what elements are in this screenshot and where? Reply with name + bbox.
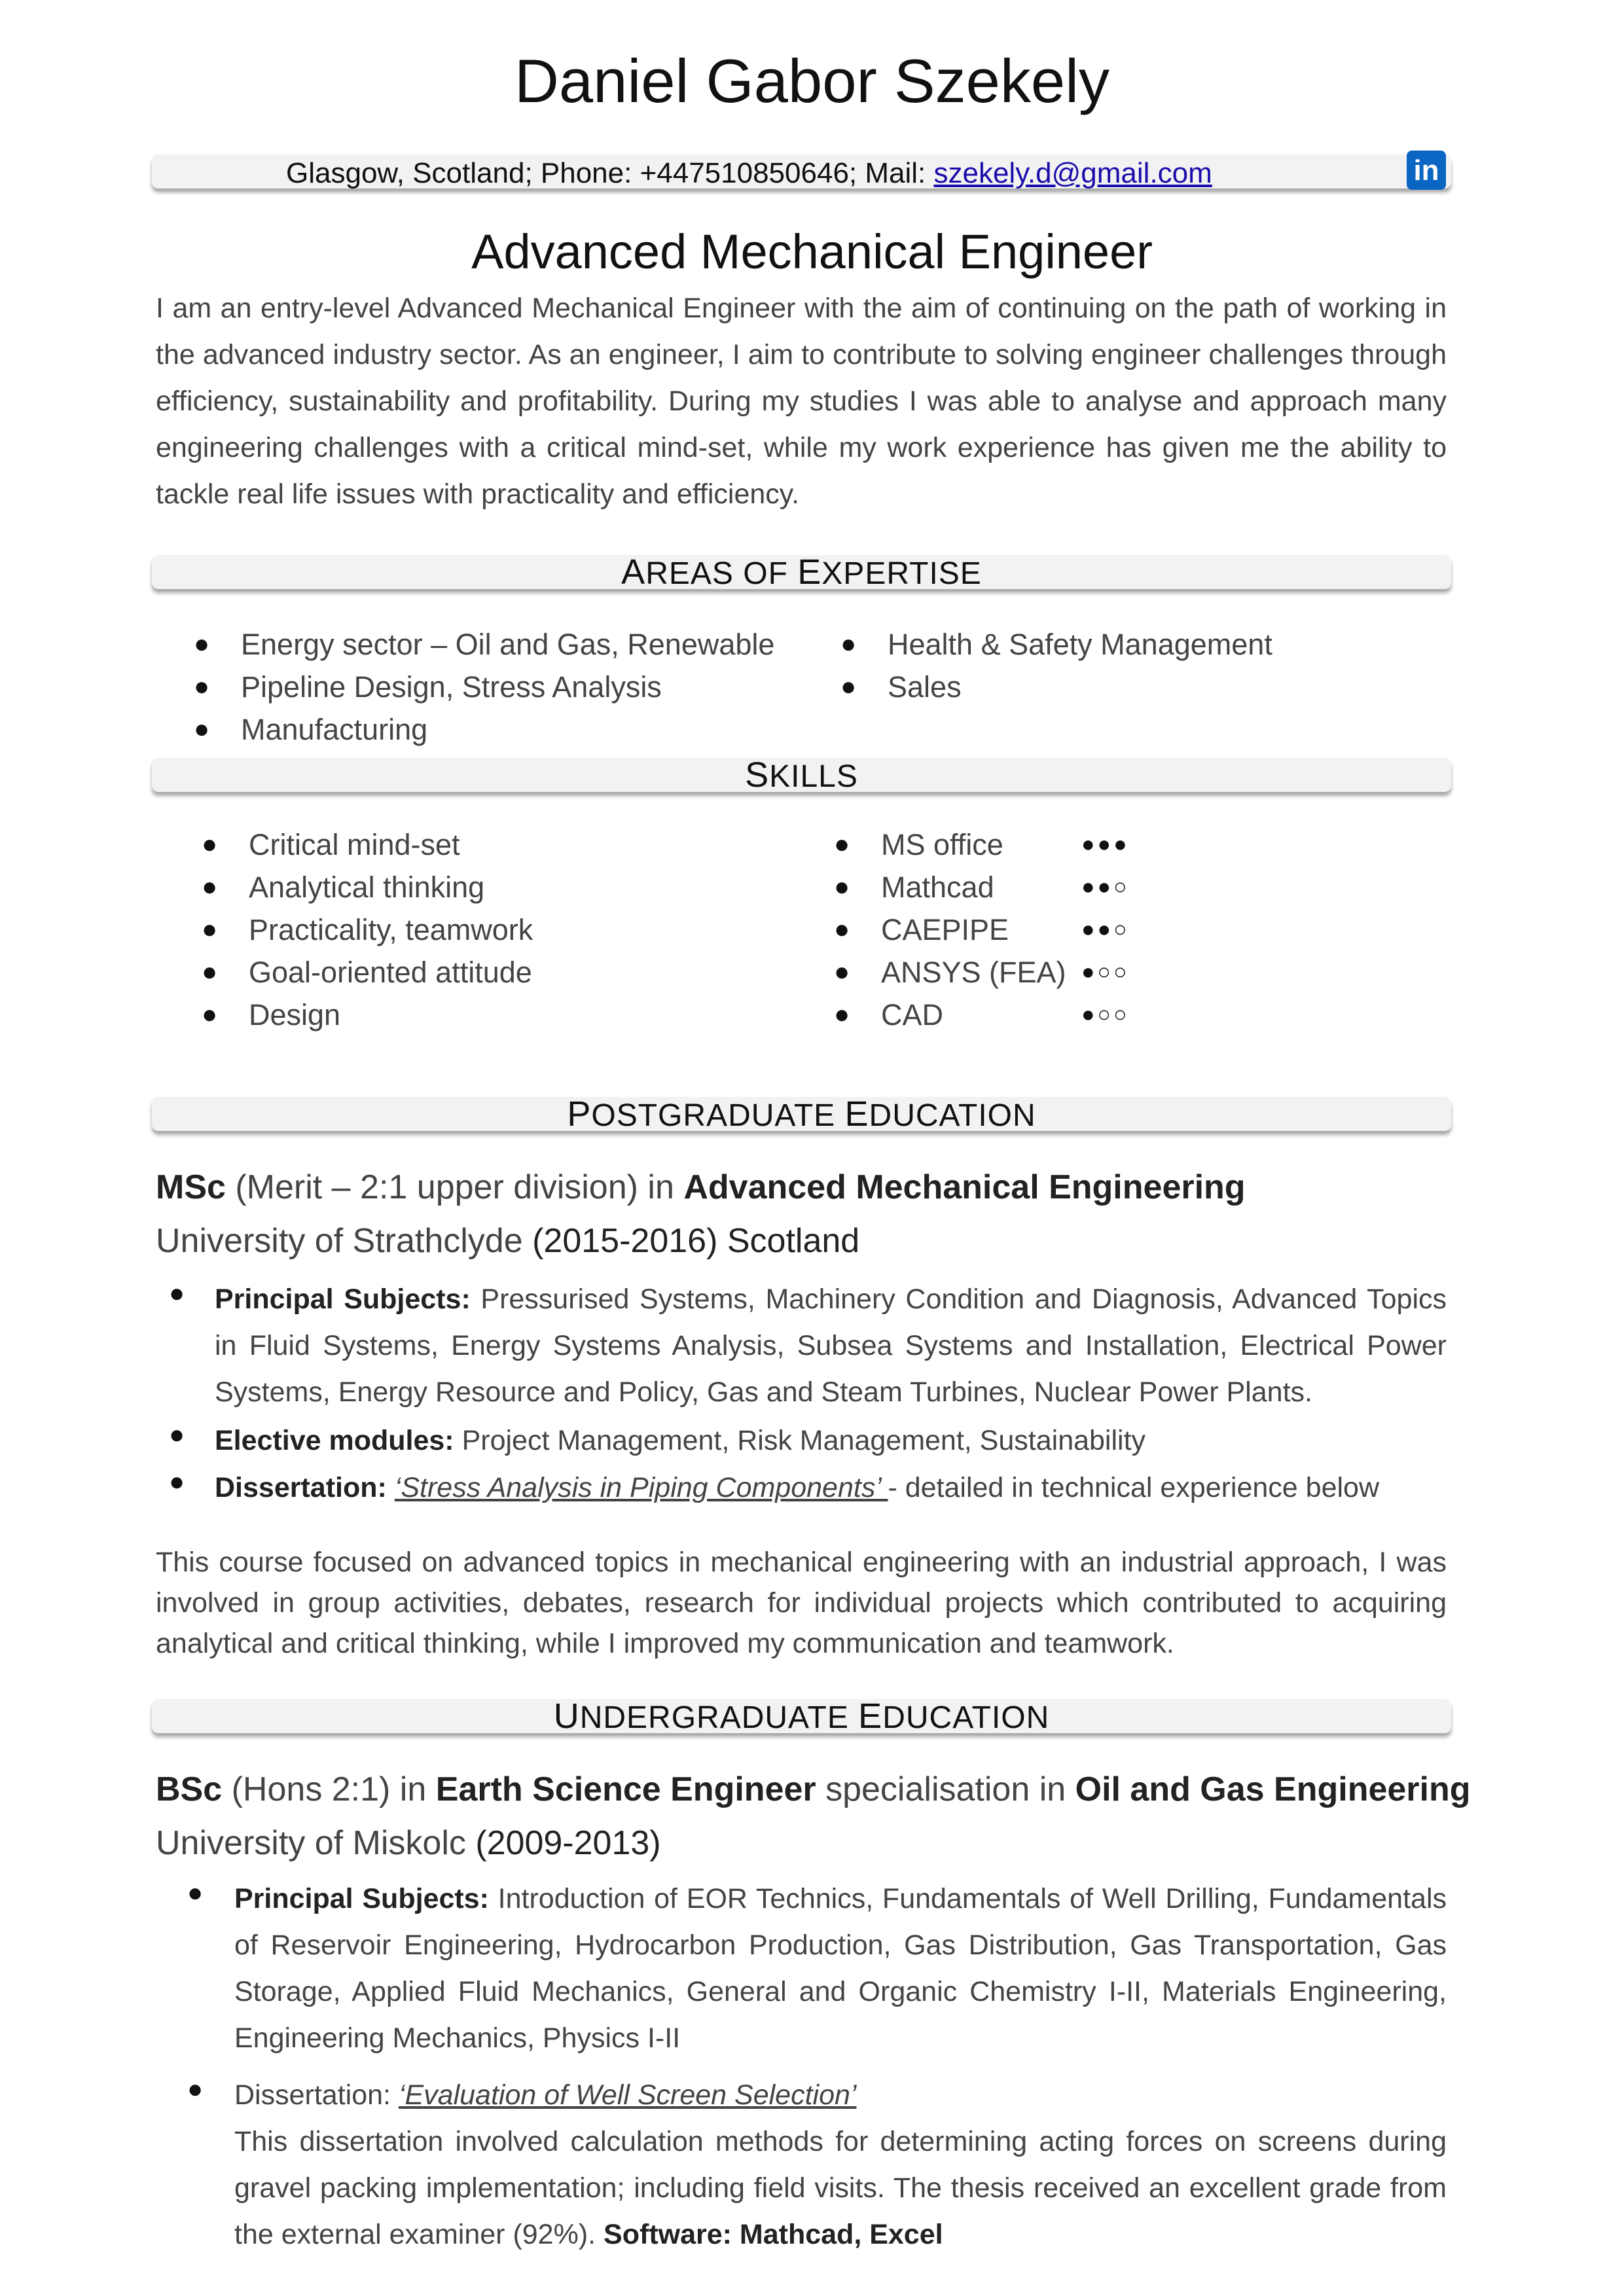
contact-details: Glasgow, Scotland; Phone: +447510850646; Mail:	[286, 157, 934, 189]
list-item: ● ANSYS (FEA) ●○○	[834, 951, 1066, 994]
undergrad-header-bar	[152, 1696, 1451, 1736]
list-item: ● Critical mind-set	[202, 828, 460, 861]
candidate-name: Daniel Gabor Szekely	[514, 46, 1110, 115]
list-item: ● Practicality, teamwork	[202, 913, 533, 946]
msc-principal-subjects: Principal Subjects: Pressurised Systems, Machinery Condition and Diagnosis, Advanced Topics in Fluid Systems, Energy Systems Analysis, Subsea Systems and Installation, Electrical Power Systems, Energy Resource and Policy, Gas and Steam Turbines, Nuclear Power Plants.	[215, 1283, 1447, 1408]
bullet: ●	[187, 1878, 204, 1907]
skill-rating: ●●○	[1081, 874, 1130, 899]
msc-elective-modules: Elective modules: Project Management, Risk Management, Sustainability	[215, 1425, 1146, 1456]
linkedin-icon[interactable]	[1407, 151, 1446, 190]
list-item: ● CAD ●○○	[834, 994, 1066, 1036]
skill-rating: ●●●	[1081, 832, 1130, 857]
list-item: ● Energy sector – Oil and Gas, Renewable	[194, 628, 775, 661]
bsc-university: University of Miskolc (2009-2013)	[156, 1824, 661, 1862]
bullet: ●	[169, 1467, 185, 1496]
contact-bar	[152, 154, 1451, 188]
skills-header-bar	[152, 755, 1451, 795]
list-item: ● CAEPIPE ●●○	[834, 908, 1066, 951]
skills-list-left	[202, 823, 533, 1036]
list-item: ● Analytical thinking	[202, 870, 485, 904]
bullet: ●	[169, 1420, 185, 1449]
list-item: ● Mathcad ●●○	[834, 866, 1066, 908]
bsc-dissertation: Dissertation: ‘Evaluation of Well Screen Selection’ This dissertation involved calculation methods for determining acting forces on screens during gravel packing implementation; including field visits. The thesis received an excellent grade from the external examiner (92%). Software: Mathcad, Excel	[234, 2079, 1447, 2250]
msc-course-description: This course focused on advanced topics in mechanical engineering with an industrial approach, I was involved in group activities, debates, research for individual projects which contributed to acquiring analytical and critical thinking, while I improved my communication and teamwork.	[156, 1547, 1447, 1659]
linkedin-icon-label: in	[1413, 154, 1439, 187]
msc-degree: MSc (Merit – 2:1 upper division) in Advanced Mechanical Engineering	[156, 1168, 1246, 1206]
expertise-list-left	[194, 623, 774, 751]
skill-rating: ●●○	[1081, 917, 1130, 942]
expertise-title: AREAS OF EXPERTISE	[621, 552, 982, 592]
expertise-list-right	[840, 623, 1272, 708]
contact-line	[286, 157, 1212, 190]
bsc-principal-subjects: Principal Subjects: Introduction of EOR Technics, Fundamentals of Well Drilling, Fundamentals of Reservoir Engineering, Hydrocarbon Production, Gas Distribution, Gas Transportation, Gas Storage, Applied Fluid Mechanics, General and Organic Chemistry I-II, Materials Engineering, Engineering Mechanics, Physics I-II	[234, 1883, 1447, 2054]
bullet: ●	[187, 2075, 204, 2104]
postgrad-title: POSTGRADUATE EDUCATION	[567, 1094, 1036, 1134]
skills-title: SKILLS	[745, 755, 858, 795]
expertise-header-bar	[152, 552, 1451, 592]
list-item: ● Health & Safety Management	[840, 628, 1272, 661]
skill-rating: ●○○	[1081, 1002, 1130, 1027]
list-item: ● Goal-oriented attitude	[202, 956, 532, 989]
undergrad-title: UNDERGRADUATE EDUCATION	[553, 1696, 1050, 1736]
bullet: ●	[169, 1279, 185, 1308]
email-link[interactable]: szekely.d@gmail.com	[933, 157, 1212, 189]
list-item: ● Manufacturing	[194, 713, 428, 746]
bsc-degree: BSc (Hons 2:1) in Earth Science Engineer specialisation in Oil and Gas Engineering	[156, 1770, 1471, 1808]
list-item: ● Pipeline Design, Stress Analysis	[194, 670, 662, 704]
list-item: ● Design	[202, 998, 341, 1031]
skill-rating: ●○○	[1081, 960, 1130, 984]
job-headline: Advanced Mechanical Engineer	[471, 224, 1153, 279]
msc-dissertation: Dissertation: ‘Stress Analysis in Piping Components’ - detailed in technical experience below	[215, 1472, 1380, 1503]
list-item: ● Sales	[840, 670, 962, 704]
profile-summary: I am an entry-level Advanced Mechanical Engineer with the aim of continuing on the path of working in the advanced industry sector. As an engineer, I aim to contribute to solving engineer challenges through efficiency, sustainability and profitability. During my studies I was able to analyse and approach many engineering challenges with a critical mind-set, while my work experience has given me the ability to tackle real life issues with practicality and efficiency.	[156, 293, 1447, 510]
list-item: ● MS office ●●●	[834, 823, 1066, 866]
msc-university: University of Strathclyde (2015-2016) Scotland	[156, 1222, 860, 1260]
skills-list-right	[834, 823, 1130, 1036]
postgrad-header-bar	[152, 1094, 1451, 1134]
